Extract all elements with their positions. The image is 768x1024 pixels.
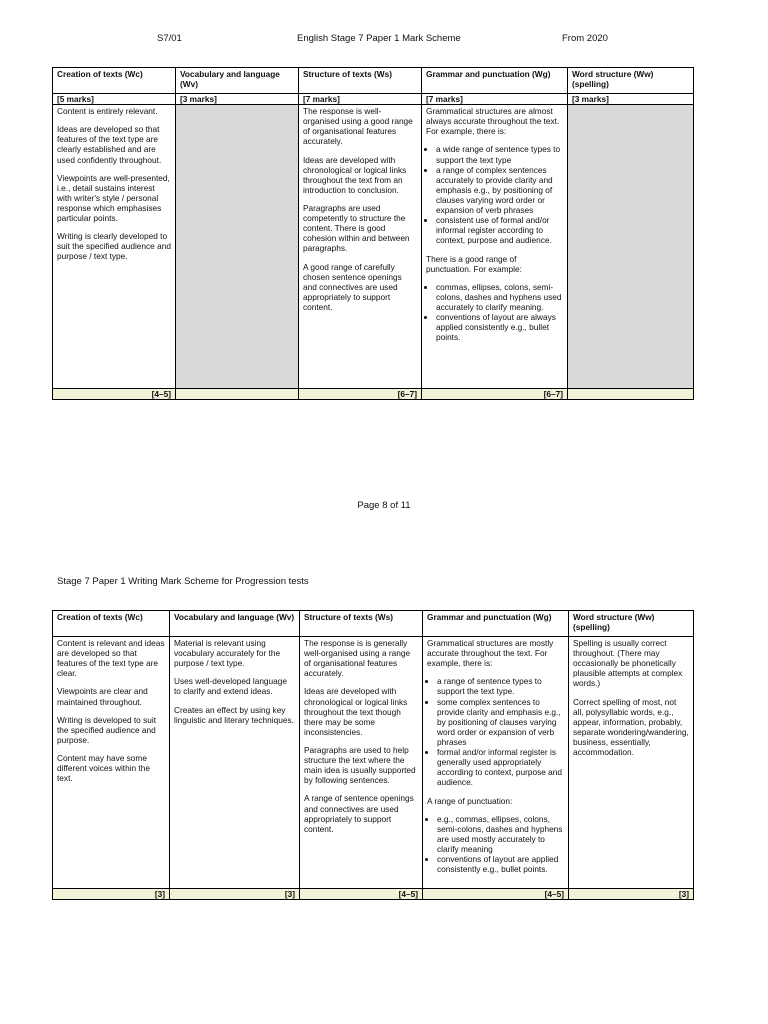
descriptor-paragraph: Material is relevant using vocabulary accurately for the purpose / text type.	[174, 638, 281, 669]
descriptor-paragraph: Spelling is usually correct throughout. (There may occasionally be phonetically plausible attempts at complex words.)	[573, 638, 683, 689]
score-range: [4–5]	[53, 389, 176, 400]
descriptor-paragraph: Paragraphs are used to help structure the text where the main idea is usually supported by following sentences.	[304, 744, 416, 786]
descriptor-paragraph: A range of punctuation:	[427, 795, 513, 806]
descriptor-bullet: • commas, ellipses, colons, semi-colons, dashes and hyphens used accurately to clarify meaning.	[436, 282, 563, 312]
descriptor-paragraph: The response is is generally well-organised using a range of organisational features accurately.	[304, 638, 411, 679]
column-heading: Grammar and punctuation (Wg)	[422, 68, 568, 94]
marks-available: [5 marks]	[53, 94, 176, 105]
descriptor-bullet: • a wide range of sentence types to support the text type	[436, 144, 563, 164]
descriptor-bullet-list	[427, 814, 564, 875]
descriptor-paragraph: Writing is developed to suit the specified audience and purpose.	[57, 714, 156, 745]
descriptor-paragraph: Uses well-developed language to clarify and extend ideas.	[174, 676, 288, 697]
column-heading: Creation of texts (Wc)	[53, 611, 170, 637]
header-date: From 2020	[562, 33, 608, 44]
descriptor-paragraph: There is a good range of punctuation. For example:	[426, 253, 522, 274]
marks-available: [7 marks]	[422, 94, 568, 105]
mark-scheme-table-1	[52, 67, 694, 400]
descriptor-paragraph: A good range of carefully chosen sentence openings and connectives are used appropriately to support content.	[303, 261, 402, 312]
descriptor-cell	[53, 105, 176, 389]
descriptor-bullet: • a range of sentence types to support the text type.	[437, 676, 564, 696]
descriptor-bullet: • consistent use of formal and/or informal register according to context, purpose and audience.	[436, 215, 563, 245]
descriptor-paragraph: Writing is clearly developed to suit the specified audience and purpose / text type.	[57, 231, 171, 262]
descriptor-paragraph: A range of sentence openings and connectives are used appropriately to support content.	[304, 793, 414, 834]
descriptor-cell	[568, 105, 694, 389]
column-heading: Word structure (Ww) (spelling)	[568, 68, 694, 94]
descriptor-bullet: • conventions of layout are applied consistently e.g., bullet points.	[437, 854, 564, 874]
descriptor-paragraph: Ideas are developed so that features of the text type are clearly established and are used confidently throughout.	[57, 124, 162, 165]
descriptor-bullet: • a range of complex sentences accurately to provide clarity and emphasis e.g., by positioning of clauses varying word order or expansion of verb phrases	[436, 165, 563, 216]
descriptor-cell	[170, 637, 300, 889]
descriptor-paragraph: Ideas are developed with chronological or logical links throughout the text though there may be some inconsistencies.	[304, 686, 408, 737]
marks-available: [3 marks]	[568, 94, 694, 105]
marks-available: [3 marks]	[176, 94, 299, 105]
score-range: [3]	[170, 889, 300, 900]
score-range: [6–7]	[422, 389, 568, 400]
descriptor-paragraph: Grammatical structures are almost always accurate throughout the text. For example, there is:	[426, 106, 560, 137]
column-heading: Vocabulary and language (Wv)	[176, 68, 299, 94]
descriptor-paragraph: Viewpoints are well-presented, i.e., detail sustains interest with writer's style / personal response which emphasises particular points.	[57, 172, 170, 224]
descriptor-cell	[53, 637, 170, 889]
header-code: S7/01	[157, 33, 182, 44]
score-range: [4–5]	[300, 889, 423, 900]
descriptor-cell	[299, 105, 422, 389]
descriptor-cell	[569, 637, 694, 889]
descriptor-cell	[423, 637, 569, 889]
score-range	[568, 389, 694, 400]
descriptor-paragraph: Correct spelling of most, not all, polysyllabic words, e.g., appear, information, probably, separate wondering/wandering, business, essentially, accommodation.	[573, 696, 689, 758]
descriptor-bullet-list	[426, 282, 563, 343]
descriptor-paragraph: Content is entirely relevant.	[57, 106, 158, 117]
column-heading: Structure of texts (Ws)	[299, 68, 422, 94]
mark-scheme-table-2	[52, 610, 694, 900]
descriptor-paragraph: Content may have some different voices within the text.	[57, 752, 151, 784]
descriptor-paragraph: The response is well-organised using a good range of organisational features accurately.	[303, 106, 413, 147]
score-range: [4–5]	[423, 889, 569, 900]
page-number: Page 8 of 11	[357, 500, 411, 511]
header-title: English Stage 7 Paper 1 Mark Scheme	[297, 33, 461, 44]
descriptor-bullet-list	[427, 676, 564, 787]
score-range: [3]	[569, 889, 694, 900]
descriptor-cell	[176, 105, 299, 389]
column-heading: Creation of texts (Wc)	[53, 68, 176, 94]
descriptor-paragraph: Grammatical structures are mostly accurate throughout the text. For example, there is:	[427, 638, 554, 669]
column-heading: Structure of texts (Ws)	[300, 611, 423, 637]
descriptor-paragraph: Creates an effect by using key linguistic and literary techniques.	[174, 704, 294, 725]
descriptor-paragraph: Viewpoints are clear and maintained throughout.	[57, 686, 148, 707]
descriptor-bullet: • e.g., commas, ellipses, colons, semi-colons, dashes and hyphens are used mostly accurately to clarify meaning	[437, 814, 564, 854]
descriptor-bullet: • formal and/or informal register is generally used appropriately according to context, purpose and audience.	[437, 747, 564, 787]
column-heading: Word structure (Ww) (spelling)	[569, 611, 694, 637]
section-title: Stage 7 Paper 1 Writing Mark Scheme for Progression tests	[57, 576, 309, 587]
score-range: [6–7]	[299, 389, 422, 400]
column-heading: Vocabulary and language (Wv)	[170, 611, 300, 637]
descriptor-paragraph: Paragraphs are used competently to structure the content. There is good cohesion within and between paragraphs.	[303, 202, 410, 254]
score-range: [3]	[53, 889, 170, 900]
descriptor-bullet: • conventions of layout are always applied consistently e.g., bullet points.	[436, 312, 563, 342]
column-heading: Grammar and punctuation (Wg)	[423, 611, 569, 637]
descriptor-paragraph: Content is relevant and ideas are developed so that features of the text type are clear.	[57, 638, 165, 679]
descriptor-paragraph: Ideas are developed with chronological or logical links throughout the text from an introduction to conclusion.	[303, 154, 407, 195]
descriptor-cell	[300, 637, 423, 889]
descriptor-cell	[422, 105, 568, 389]
descriptor-bullet-list	[426, 144, 563, 245]
marks-available: [7 marks]	[299, 94, 422, 105]
score-range	[176, 389, 299, 400]
descriptor-bullet: • some complex sentences to provide clarity and emphasis e.g., by positioning of clauses varying word order or expansion of verb phrases	[437, 697, 564, 748]
